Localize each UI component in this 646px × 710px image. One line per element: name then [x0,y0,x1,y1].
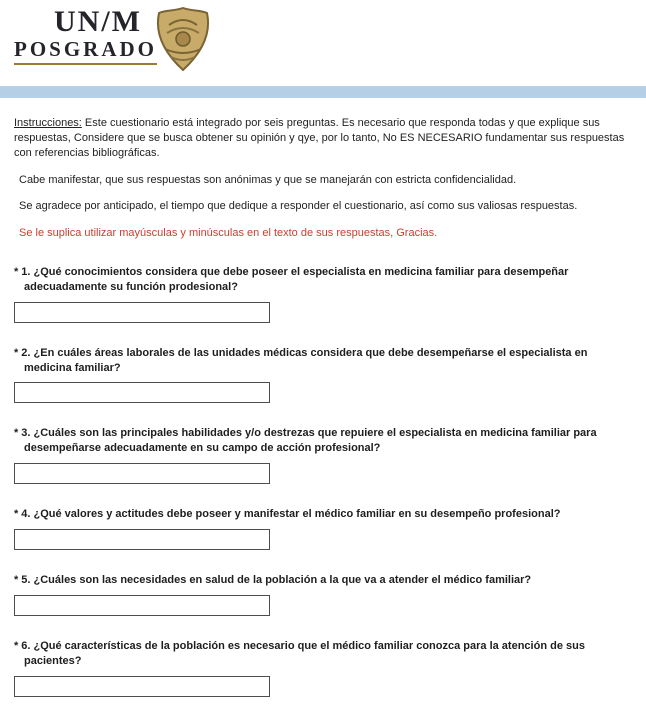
required-marker: * [14,573,19,586]
case-usage-note: Se le suplica utilizar mayúsculas y minúsculas en el texto de sus respuestas, Gracias. [19,227,438,240]
required-marker: * [14,266,19,279]
anonymity-note: Cabe manifestar, que sus respuestas son anónimas y que se manejarán con estricta confidencialidad. [19,173,517,186]
question-5-answer-input[interactable] [14,595,270,616]
unam-coat-of-arms-icon [155,7,211,71]
required-marker: * [14,639,19,652]
instructions-paragraph [14,116,632,161]
divider-bar [0,86,646,98]
question-3 [14,426,632,484]
required-marker: * [14,346,19,359]
questionnaire-body [0,98,646,697]
question-4-label: * 4. ¿Qué valores y actitudes debe poseer y manifestar el médico familiar en su desempeño profesional? [14,508,561,521]
instructions-text: Este cuestionario está integrado por seis preguntas. Es necesario que responda todas y que explique sus respuestas, Considere que se busca obtener su opinión y qye, por lo tanto, No ES NECESARIO fundamentar sus respuestas con referencias bibliográficas. [14,117,625,159]
question-5-label: * 5. ¿Cuáles son las necesidades en salud de la población a la que va a atender el médico familiar? [14,573,532,586]
question-3-answer-input[interactable] [14,463,270,484]
question-1 [14,265,632,323]
unam-logo-text: UN/M [54,5,142,38]
question-2-label: * 2. ¿En cuáles áreas laborales de las unidades médicas considera que debe desempeñarse el especialista en medicina familiar? [14,346,588,374]
question-5 [14,573,632,616]
unam-posgrado-logo [14,6,646,65]
question-6 [14,639,632,697]
question-1-label: * 1. ¿Qué conocimientos considera que debe poseer el especialista en medicina familiar para desempeñar adecuadamente su función prodesional? [14,266,569,293]
question-3-label: * 3. ¿Cuáles son las principales habilidades y/o destrezas que repuiere el especialista en medicina familiar para desempeñarse adecuadamente en su campo de acción profesional? [14,427,597,455]
instructions-label: Instrucciones: [14,117,82,129]
question-2 [14,346,632,404]
required-marker: * [14,508,19,521]
question-4 [14,507,632,550]
header [0,0,646,86]
question-1-answer-input[interactable] [14,302,270,323]
question-2-answer-input[interactable] [14,382,270,403]
question-6-answer-input[interactable] [14,676,270,697]
question-4-answer-input[interactable] [14,529,270,550]
thanks-note: Se agradece por anticipado, el tiempo que dedique a responder el cuestionario, así como sus valiosas respuestas. [19,200,578,213]
posgrado-logo-text: POSGRADO [14,38,157,65]
required-marker: * [14,427,19,440]
question-6-label: * 6. ¿Qué características de la población es necesario que el médico familiar conozca para la atención de sus pacientes? [14,639,585,667]
